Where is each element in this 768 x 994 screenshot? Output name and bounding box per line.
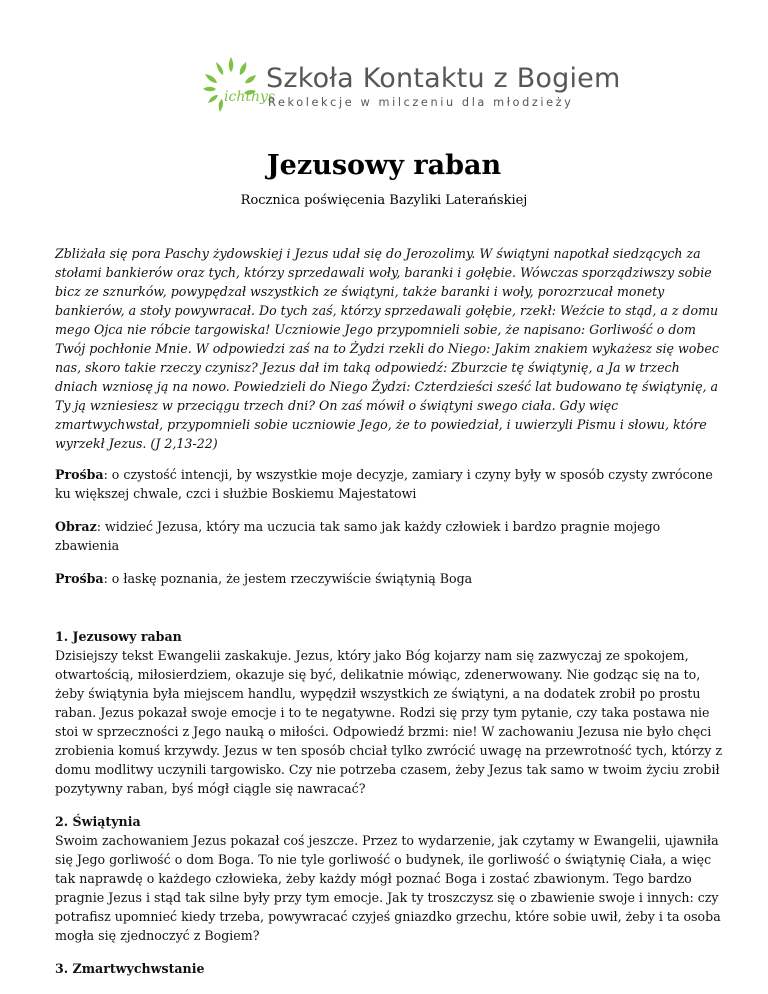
- petition-label: Obraz: [55, 519, 97, 534]
- petition-label: Prośba: [55, 467, 104, 482]
- petition-text: : widzieć Jezusa, który ma uczucia tak samo jak każdy człowiek i bardzo pragnie mojego zbawienia: [55, 519, 661, 553]
- petition-text: : o łaskę poznania, że jestem rzeczywiście świątynią Boga: [103, 571, 473, 586]
- logo-name: Szkoła Kontaktu z Bogiem: [266, 63, 621, 94]
- section-body: Dzisiejszy tekst Ewangelii zaskakuje. Jezus, który jako Bóg kojarzy nam się zazwyczaj ze spokojem, otwartością, miłosierdziem, okazuje się być, delikatnie mówiąc, zdenerwowany. Nie godząc się na to, żeby świątynia była miejscem handlu, wypędził wszystkich ze świątyni, a na dodatek zrobił po prostu raban. Jezus pokazał swoje emocje i to te negatywne. Rodzi się przy tym pytanie, czy taka postawa nie stoi w sprzeczności z Jego nauką o miłości. Odpowiedź brzmi: nie! W zachowaniu Jezusa nie było chęci zrobienia komuś krzywdy. Jezus w ten sposób chciał tylko zwrócić uwagę na przewrotność tych, którzy z domu modlitwy uczynili targowisko. Czy nie potrzeba czasem, żeby Jezus tak samo w twoim życiu zrobił pozytywny raban, byś mógł ciągle się nawracać?: [55, 648, 723, 796]
- petition-prosba-2: [55, 569, 723, 588]
- petition-prosba-1: [55, 465, 723, 503]
- section-body: Swoim zachowaniem Jezus pokazał coś jeszcze. Przez to wydarzenie, jak czytamy w Ewangelii, ujawniła się Jego gorliwość o dom Boga. To nie tyle gorliwość o budynek, ile gorliwość o świątynię Ciała, a więc tak naprawdę o każdego człowieka, żeby każdy mógł poznać Boga i zostać zbawionym. Tego bardzo pragnie Jezus i stąd tak silne były przy tym emocje. Jak ty troszczysz się o zbawienie swoje i innych: czy potrafisz upomnieć kiedy trzeba, powywracać czyjeś gniazdko grzechu, które sobie uwił, żeby i ta osoba mogła się zjednoczyć z Bogiem?: [55, 833, 721, 943]
- petition-label: Prośba: [55, 571, 104, 586]
- section-heading: 2. Świątynia: [55, 814, 141, 829]
- school-logo: [200, 55, 621, 115]
- logo-tagline: Rekolekcje w milczeniu dla młodzieży: [268, 96, 574, 109]
- ichthys-logo-icon: [200, 55, 276, 115]
- section-heading: 1. Jezusowy raban: [55, 629, 182, 644]
- section-swiatynia: [55, 812, 723, 945]
- petition-text: : o czystość intencji, by wszystkie moje decyzje, zamiary i czyny były w sposób czysty zwrócone ku większej chwale, czci i służbie Boskiemu Majestatowi: [55, 467, 713, 501]
- document-body: [55, 244, 723, 992]
- gospel-passage: Zbliżała się pora Paschy żydowskiej i Jezus udał się do Jerozolimy. W świątyni napotkał siedzących za stołami bankierów oraz tych, którzy sprzedawali woły, baranki i gołębie. Wówczas sporządziwszy sobie bicz ze sznurków, powypędzał wszystkich ze świątyni, także baranki i woły, porozrzucał monety bankierów, a stoły powywracał. Do tych zaś, którzy sprzedawali gołębie, rzekł: Weźcie to stąd, a z domu mego Ojca nie róbcie targowiska! Uczniowie Jego przypomnieli sobie, że napisano: Gorliwość o dom Twój pochłonie Mnie. W odpowiedzi zaś na to Żydzi rzekli do Niego: Jakim znakiem wykażesz się wobec nas, skoro takie rzeczy czynisz? Jezus dał im taką odpowiedź: Zburzcie tę świątynię, a Ja w trzech dniach wzniosę ją na nowo. Powiedzieli do Niego Żydzi: Czterdzieści sześć lat budowano tę świątynię, a Ty ją wzniesiesz w przeciągu trzech dni? On zaś mówił o świątyni swego ciała. Gdy więc zmartwychwstał, przypomnieli sobie uczniowie Jego, że to powiedział, i uwierzyli Pismu i słowu, które wyrzekł Jezus. (J 2,13-22): [55, 246, 719, 451]
- section-jezusowy-raban: [55, 627, 723, 798]
- page-subtitle: Rocznica poświęcenia Bazyliki Laterańskiej: [240, 193, 528, 208]
- svg-text:ichthys: ichthys: [224, 89, 276, 105]
- petition-obraz: [55, 517, 723, 555]
- spacer: [55, 602, 723, 627]
- section-zmartwychwstanie: [55, 959, 723, 978]
- section-heading: 3. Zmartwychwstanie: [55, 961, 205, 976]
- page-title: Jezusowy raban: [266, 150, 502, 181]
